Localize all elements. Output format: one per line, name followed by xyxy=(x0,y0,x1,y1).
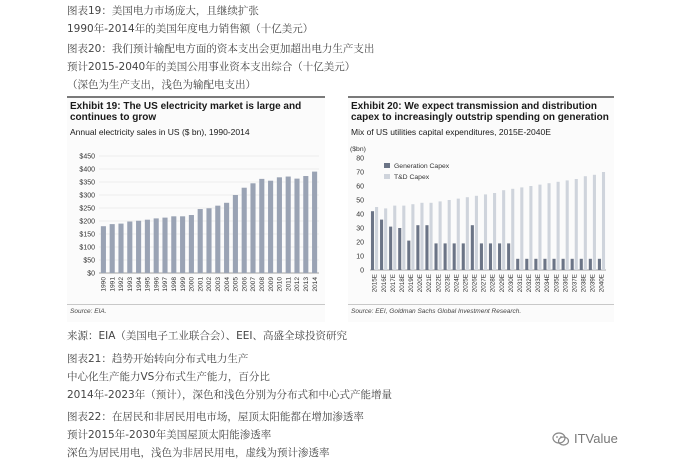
generation-bar-2028E xyxy=(489,243,492,270)
bar-2004 xyxy=(224,203,229,273)
y-tick-label: $100 xyxy=(79,244,95,252)
td-bar-2036E xyxy=(566,180,569,270)
y-axis-label: ($bn) xyxy=(350,146,366,153)
generation-bar-2020E xyxy=(416,225,419,270)
exhibit-20-title: Exhibit 20: We expect transmission and distribution capex to increasingly outstrip spending on generation xyxy=(351,101,609,123)
x-tick-label: 1996 xyxy=(153,277,161,292)
x-tick-label: 2001 xyxy=(197,277,205,292)
generation-bar-2015E xyxy=(371,211,374,270)
td-bar-2025E xyxy=(466,197,469,270)
fig21-cn-subtitle-2: 2014年-2023年（预计），深色和浅色分别为分布式和中心式产能增量 xyxy=(67,389,392,401)
fig19-cn-subtitle: 1990年-2014年的美国年度电力销售额（十亿美元） xyxy=(67,23,314,35)
x-tick-label: 2039E xyxy=(589,274,597,293)
x-tick-label: 2010 xyxy=(276,277,284,292)
bar-2001 xyxy=(198,209,203,273)
bar-1993 xyxy=(127,222,132,273)
generation-bar-2031E xyxy=(516,259,519,270)
bar-2010 xyxy=(277,177,282,273)
generation-bar-2030E xyxy=(507,243,510,270)
td-bar-2026E xyxy=(475,196,478,270)
generation-bar-2026E xyxy=(471,225,474,270)
x-tick-label: 2016E xyxy=(380,274,388,293)
bar-1994 xyxy=(136,221,141,273)
x-tick-label: 2009 xyxy=(267,277,275,292)
td-bar-2027E xyxy=(484,194,487,270)
bar-1998 xyxy=(171,216,176,273)
td-bar-2035E xyxy=(557,182,560,270)
y-tick-label: 80 xyxy=(356,155,364,163)
exhibit-20-source: Source: EEI, Goldman Sachs Global Investment Research. xyxy=(351,308,522,315)
generation-bar-2018E xyxy=(398,228,401,270)
x-tick-label: 2018E xyxy=(398,274,406,293)
x-tick-label: 2028E xyxy=(489,274,497,293)
x-tick-label: 1999 xyxy=(179,277,187,292)
x-tick-label: 2030E xyxy=(507,274,515,293)
y-tick-label: $0 xyxy=(87,270,95,278)
bar-1996 xyxy=(154,218,159,273)
x-tick-label: 2022E xyxy=(435,274,443,293)
generation-bar-2029E xyxy=(498,243,501,270)
x-tick-label: 2027E xyxy=(480,274,488,293)
generation-bar-2022E xyxy=(434,243,437,270)
fig20-cn-subtitle-1: 预计2015-2040年的美国公用事业资本支出综合（十亿美元） xyxy=(67,61,356,73)
generation-bar-2040E xyxy=(598,259,601,270)
watermark-text: ITValue xyxy=(574,431,618,446)
bar-2012 xyxy=(294,179,299,273)
bar-1992 xyxy=(118,224,123,273)
bar-2005 xyxy=(233,195,238,273)
x-tick-label: 2040E xyxy=(598,274,606,293)
bar-2000 xyxy=(189,215,194,273)
generation-bar-2023E xyxy=(444,243,447,270)
td-bar-2023E xyxy=(448,200,451,270)
y-tick-label: 40 xyxy=(356,211,364,219)
fig20-cn-title: 图表20：我们预计输配电方面的资本支出会更加超出电力生产支出 xyxy=(67,43,375,55)
x-tick-label: 1995 xyxy=(144,277,152,292)
y-tick-label: $250 xyxy=(79,205,95,213)
generation-bar-2034E xyxy=(543,259,546,270)
x-tick-label: 2021E xyxy=(426,274,434,293)
y-tick-label: $450 xyxy=(79,153,95,161)
generation-bar-2021E xyxy=(425,225,428,270)
source-cn: 来源：EIA（美国电子工业联合会）、EEI、高盛全球投资研究 xyxy=(67,330,348,342)
y-tick-label: 30 xyxy=(356,225,364,233)
bar-2009 xyxy=(268,181,273,273)
fig22-cn-subtitle-2: 深色为居民用电，浅色为非居民用电，虚线为预计渗透率 xyxy=(67,447,330,459)
bar-1991 xyxy=(110,224,115,273)
x-tick-label: 2026E xyxy=(471,274,479,293)
generation-bar-2033E xyxy=(534,259,537,270)
td-bar-2016E xyxy=(384,208,387,270)
y-tick-label: $50 xyxy=(83,257,95,265)
exhibit-19-title: Exhibit 19: The US electricity market is large and continues to grow xyxy=(70,101,302,123)
x-tick-label: 2008 xyxy=(259,277,266,292)
x-tick-label: 2015E xyxy=(371,274,379,293)
x-tick-label: 2002 xyxy=(206,277,214,292)
x-tick-label: 2036E xyxy=(562,274,570,293)
td-bar-2020E xyxy=(420,203,423,270)
x-tick-label: 1990 xyxy=(100,277,108,292)
generation-bar-2025E xyxy=(462,243,465,270)
fig22-cn-title: 图表22：在居民和非居民用电市场，屋顶太阳能都在增加渗透率 xyxy=(67,411,364,423)
bar-2014 xyxy=(312,172,317,273)
generation-bar-2019E xyxy=(407,241,410,270)
bar-1997 xyxy=(162,218,167,273)
bar-1990 xyxy=(101,226,106,273)
td-bar-2031E xyxy=(520,187,523,270)
fig20-cn-subtitle-2: （深色为生产支出，浅色为输配电支出） xyxy=(67,79,256,91)
x-tick-label: 2017E xyxy=(389,274,397,293)
fig19-cn-title: 图表19：美国电力市场庞大，且继续扩张 xyxy=(67,5,259,17)
x-tick-label: 1998 xyxy=(171,277,178,292)
exhibit-20-subtitle: Mix of US utilities capital expenditures, 2015E-2040E xyxy=(351,127,551,137)
x-tick-label: 1997 xyxy=(162,277,170,292)
td-bar-2033E xyxy=(538,185,541,270)
y-tick-label: $400 xyxy=(79,166,95,174)
bar-2011 xyxy=(286,177,291,273)
generation-bar-2032E xyxy=(525,259,528,270)
x-tick-label: 2003 xyxy=(215,277,222,292)
x-tick-label: 2019E xyxy=(408,274,416,293)
td-bar-2028E xyxy=(493,193,496,270)
legend-label: T&D Capex xyxy=(394,174,430,181)
fig21-cn-subtitle-1: 中心化生产能力VS分布式生产能力，百分比 xyxy=(67,371,270,383)
exhibit-20-panel xyxy=(348,96,614,322)
td-bar-2021E xyxy=(430,203,433,270)
exhibit-19-top-rule xyxy=(67,96,325,98)
x-tick-label: 2035E xyxy=(553,274,561,293)
generation-bar-2016E xyxy=(380,220,383,270)
x-tick-label: 2013 xyxy=(303,277,310,292)
td-bar-2040E xyxy=(602,172,605,270)
x-tick-label: 2012 xyxy=(294,277,302,292)
x-tick-label: 1991 xyxy=(109,277,117,292)
exhibit-19-subtitle: Annual electricity sales in US ($ bn), 1990-2014 xyxy=(70,127,250,137)
td-bar-2017E xyxy=(393,206,396,270)
td-bar-2038E xyxy=(584,176,587,270)
x-tick-label: 2023E xyxy=(444,274,452,293)
x-tick-label: 2011 xyxy=(285,277,293,292)
exhibit-20-top-rule xyxy=(348,96,614,98)
y-tick-label: 10 xyxy=(356,253,364,261)
x-tick-label: 2031E xyxy=(516,274,524,293)
y-tick-label: 60 xyxy=(356,183,364,191)
y-tick-label: 70 xyxy=(356,169,364,177)
generation-bar-2027E xyxy=(480,243,483,270)
bar-1995 xyxy=(145,220,150,273)
wechat-logo-icon xyxy=(552,430,570,448)
x-tick-label: 2005 xyxy=(232,277,240,292)
y-tick-label: $200 xyxy=(79,218,95,226)
y-tick-label: $350 xyxy=(79,179,95,187)
td-bar-2015E xyxy=(375,207,378,270)
legend-label: Generation Capex xyxy=(394,163,450,170)
y-tick-label: $150 xyxy=(79,231,95,239)
bar-2003 xyxy=(215,206,220,273)
x-tick-label: 2038E xyxy=(580,274,588,293)
exhibit-19-source: Source: EIA. xyxy=(70,308,107,315)
generation-bar-2035E xyxy=(552,259,555,270)
generation-bar-2037E xyxy=(571,259,574,270)
exhibit-19-panel xyxy=(67,96,325,322)
x-tick-label: 2025E xyxy=(462,274,470,293)
bar-2008 xyxy=(259,179,264,273)
y-tick-label: $300 xyxy=(79,192,95,200)
generation-bar-2038E xyxy=(580,259,583,270)
y-tick-label: 50 xyxy=(356,197,364,205)
td-bar-2030E xyxy=(511,189,514,270)
legend-swatch xyxy=(384,174,390,179)
fig21-cn-title: 图表21：趋势开始转向分布式电力生产 xyxy=(67,353,249,365)
generation-bar-2024E xyxy=(453,243,456,270)
td-bar-2032E xyxy=(529,186,532,270)
bar-2013 xyxy=(303,176,308,273)
bar-2002 xyxy=(206,208,211,273)
x-tick-label: 1993 xyxy=(127,277,134,292)
x-tick-label: 2029E xyxy=(498,274,506,293)
generation-bar-2017E xyxy=(389,227,392,270)
td-bar-2037E xyxy=(575,179,578,270)
x-tick-label: 1994 xyxy=(135,277,143,292)
td-bar-2022E xyxy=(439,201,442,270)
generation-bar-2039E xyxy=(589,259,592,270)
x-tick-label: 2014 xyxy=(311,277,319,292)
x-tick-label: 2006 xyxy=(241,277,249,292)
td-bar-2039E xyxy=(593,175,596,270)
x-tick-label: 2032E xyxy=(526,274,534,293)
td-bar-2024E xyxy=(457,199,460,270)
exhibit-20-source-rule xyxy=(348,304,614,305)
td-bar-2029E xyxy=(502,190,505,270)
x-tick-label: 2034E xyxy=(544,274,552,293)
x-tick-label: 2037E xyxy=(571,274,579,293)
bar-2007 xyxy=(250,183,255,273)
bar-2006 xyxy=(242,188,247,273)
generation-bar-2036E xyxy=(562,259,565,270)
td-bar-2018E xyxy=(402,206,405,270)
y-tick-label: 0 xyxy=(360,267,364,275)
exhibit-19-source-rule xyxy=(67,304,325,305)
x-tick-label: 2000 xyxy=(188,277,196,292)
bar-1999 xyxy=(180,216,185,273)
x-tick-label: 2004 xyxy=(223,277,231,292)
legend-swatch xyxy=(384,163,390,168)
td-bar-2034E xyxy=(548,183,551,270)
y-tick-label: 20 xyxy=(356,239,364,247)
x-tick-label: 2033E xyxy=(535,274,543,293)
x-tick-label: 1992 xyxy=(118,277,126,292)
x-tick-label: 2020E xyxy=(417,274,425,293)
x-tick-label: 2007 xyxy=(250,277,258,292)
td-bar-2019E xyxy=(411,204,414,270)
fig22-cn-subtitle-1: 预计2015年-2030年美国屋顶太阳能渗透率 xyxy=(67,429,272,441)
exhibit-19-chart xyxy=(67,138,325,304)
exhibit-20-chart xyxy=(348,138,614,304)
x-tick-label: 2024E xyxy=(453,274,461,293)
